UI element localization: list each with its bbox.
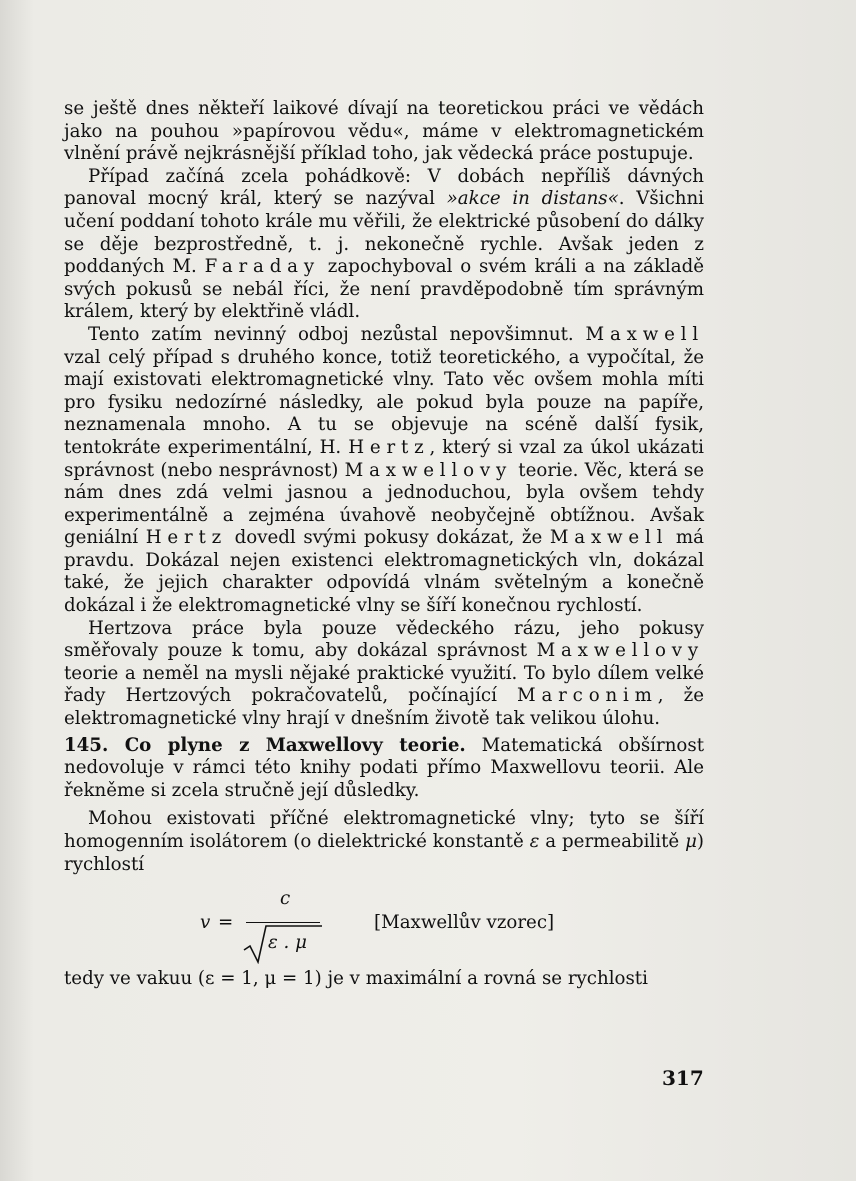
symbol-epsilon: ε <box>529 831 540 852</box>
text-run: teorie. Věc, která se nám dnes zdá velmi jasnou a jednoduchou, byla ovšem tehdy experimentálně a zejména úvahově neobyčejně obtížnou. Avšak geniální <box>64 459 704 549</box>
text-run: Mohou existovati příčné elektromagnetické vlny; tyto se šíří homogenním isolátorem (o dielektrické konstantě <box>64 808 704 852</box>
paragraph-intro: se ještě dnes někteří laikové dívají na teoretickou práci ve vědách jako na pouhou »papírovou vědu«, máme v elektromagnetickém vlnění právě nejkrásnější příklad toho, jak vědecká práce postupuje. <box>64 98 704 165</box>
text-run: teorie a neměl na mysli nějaké praktické využití. To bylo dílem velké řady Hertzových pokračovatelů, počínající <box>64 662 704 707</box>
fraction-bar <box>246 922 320 923</box>
text-run: , který si vzal za úkol ukázati správnost (nebo nesprávnost) <box>64 436 704 481</box>
formula-numerator: c <box>280 888 291 910</box>
paragraph-vacuum: tedy ve vakuu (ε = 1, μ = 1) je v maximální a rovná se rychlosti <box>64 968 648 990</box>
text-run: vzal celý případ s druhého konce, totiž teoretického, a vypočítal, že mají existovati elektromagnetické vlny. Tato věc ovšem mohla míti pro fysiku nedozírné následky, ale pokud byla pouze na papíře, neznamenala mnoho. A tu se objevuje na scéně další fysik, tentokráte experimentální, H. <box>64 346 704 458</box>
text-run: ) rychlostí <box>64 831 705 875</box>
paragraph-maxwell-hertz <box>64 324 704 618</box>
maxwell-formula <box>64 882 704 968</box>
text-run: Matematická obšírnost nedovoluje v rámci této knihy podati přímo Maxwellovu teorii. Ale řekněme si zcela stručně její důsledky. <box>64 734 704 801</box>
text-run: . Všichni učení poddaní tohoto krále mu věřili, že elektrické působení do dálky se děje bezprostředně, t. j. nekonečně rychle. Avšak jeden z poddaných M. <box>64 188 704 278</box>
text-run: Případ začíná zcela pohádkově: V dobách nepříliš dávných panoval mocný král, který se nazýval <box>64 165 704 210</box>
text-run: Tento zatím nevinný odboj nezůstal nepovšimnut. <box>88 323 586 345</box>
paragraph-fairy-tale <box>64 166 704 324</box>
paragraph-transverse-waves <box>64 808 704 876</box>
emphasis-akce-in-distans: »akce in distans« <box>446 188 619 210</box>
spaced-name-maxwell: Maxwell <box>549 527 669 549</box>
formula-lhs: v <box>200 912 211 934</box>
formula-name: [Maxwellův vzorec] <box>374 912 555 934</box>
spaced-name-hertz: Hertz <box>145 527 228 549</box>
page-number: 317 <box>662 1066 704 1090</box>
formula-equals: = <box>218 912 234 934</box>
spaced-name-marconim: Marconim <box>517 685 658 707</box>
text-run: a permeabilitě <box>539 831 686 852</box>
text-run: Hertzova práce byla pouze vědeckého rázu, jeho pokusy směřovaly pouze k tomu, aby dokázal správnost <box>64 617 704 662</box>
symbol-mu: μ <box>685 831 697 852</box>
spaced-name-faraday: Faraday <box>204 256 320 278</box>
text-column <box>64 98 704 991</box>
section-heading: 145. Co plyne z Maxwellovy teorie. <box>64 734 466 756</box>
text-run: má pravdu. Dokázal nejen existenci elektromagnetických vln, dokázal také, že jejich charakter odpovídá vlnám světelným a konečně dokázal i že elektromagnetické vlny se šíří konečnou rychlostí. <box>64 527 704 617</box>
spaced-name-maxwell: Maxwell <box>585 323 704 345</box>
spaced-name-maxwellovy: Maxwellovy <box>344 459 513 481</box>
spaced-name-hertz: Hertz <box>348 436 430 458</box>
paragraph-section-145 <box>64 735 704 803</box>
text-run: zapochyboval o svém králi a na základě svých pokusů se nebál říci, že není pravděpodobně tím správným králem, který by elektřině vládl. <box>64 256 704 323</box>
text-run: dovedl svými pokusy dokázat, že <box>227 527 550 549</box>
text-run: , že elektromagnetické vlny hrají v dnešním životě tak velikou úlohu. <box>64 685 704 730</box>
paragraph-hertz-work <box>64 618 704 731</box>
spaced-name-maxwellovy: Maxwellovy <box>536 640 704 662</box>
formula-denominator: ε . μ <box>268 932 307 954</box>
